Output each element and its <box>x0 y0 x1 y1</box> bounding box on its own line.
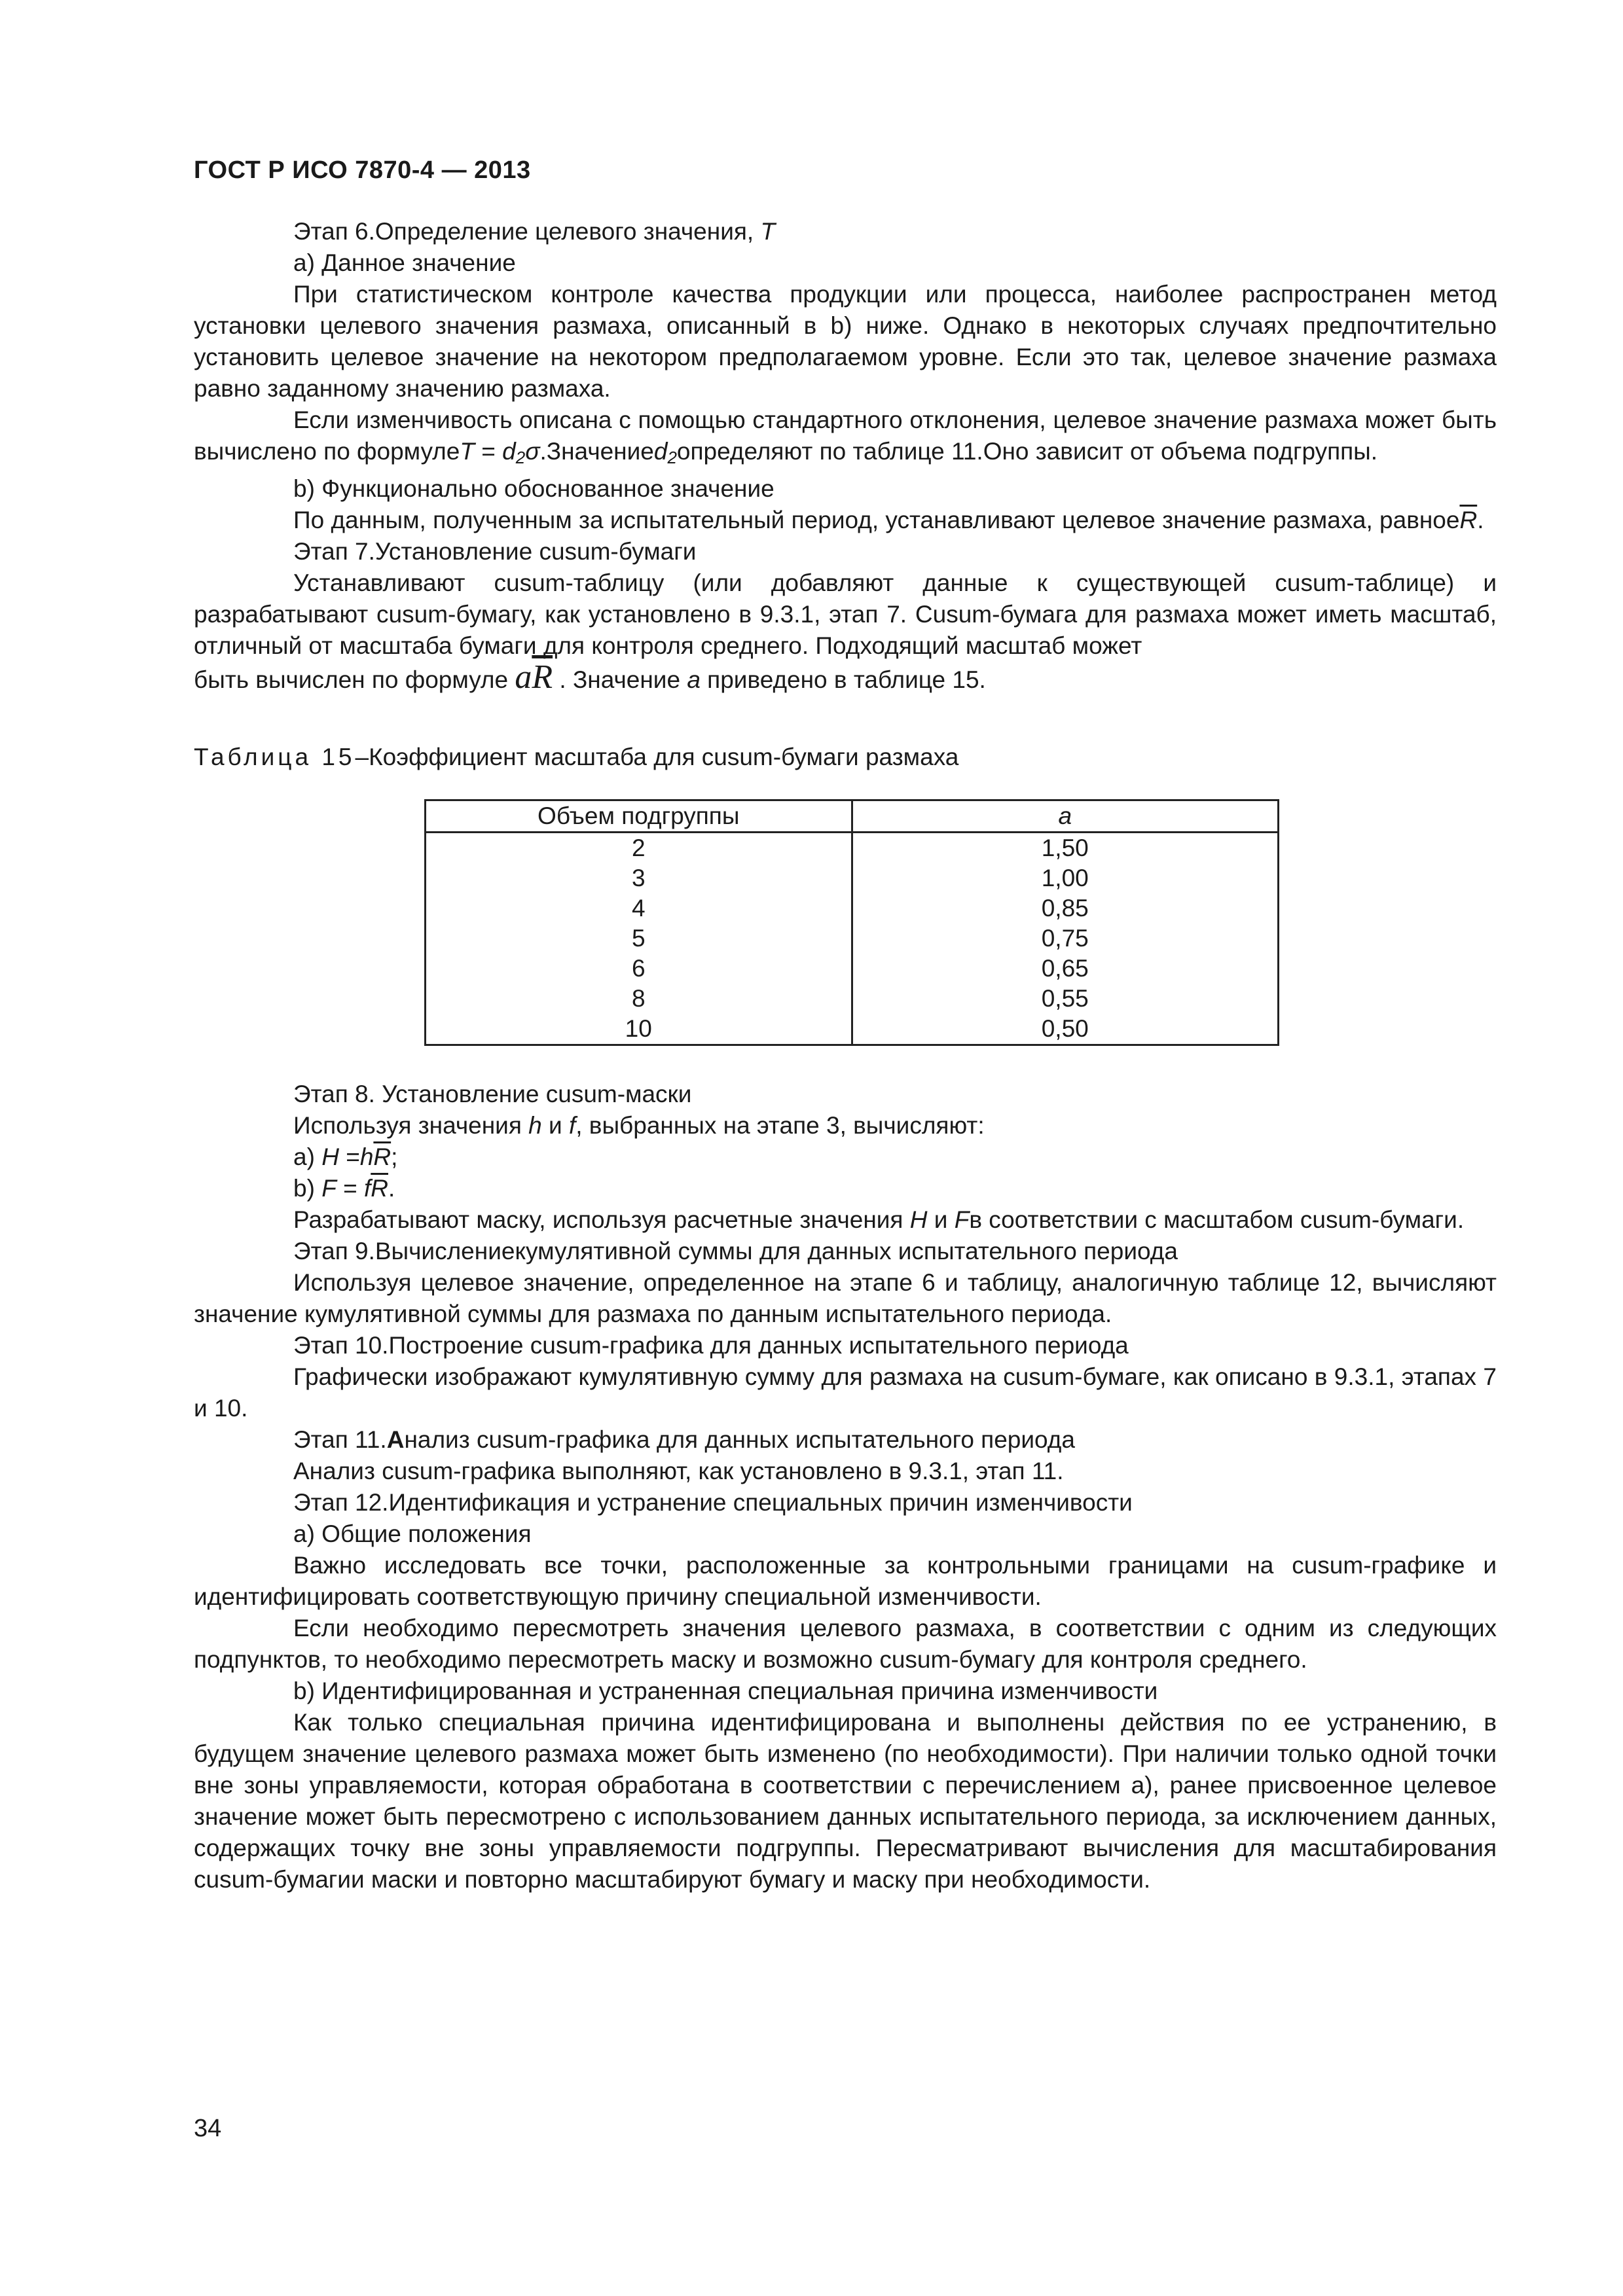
text: Разрабатывают маску, используя расчетные значения <box>293 1206 910 1233</box>
formula-var: f <box>363 1175 371 1202</box>
formula-F <box>194 1173 1497 1204</box>
document-header: ГОСТ Р ИСО 7870-4 — 2013 <box>194 156 531 184</box>
text: По данным, полученным за испытательный период, устанавливают целевое значение размаха, равное <box>293 507 1460 533</box>
page-number: 34 <box>194 2115 222 2142</box>
text: определяют по таблице 11.Оно зависит от объема подгруппы. <box>676 438 1378 465</box>
table-title: –Коэффициент масштаба для cusum-бумаги размаха <box>355 744 959 770</box>
step7-heading: Этап 7.Установление cusum-бумаги <box>293 538 697 565</box>
formula-var: a <box>515 658 532 696</box>
r-bar-symbol: $\overline{R}$ <box>532 658 553 696</box>
text: .Значение <box>539 438 654 465</box>
table-cell: 3 <box>426 863 852 893</box>
item-b-heading: b) Функционально обоснованное значение <box>293 475 775 502</box>
text: быть вычислен по формуле <box>194 666 515 693</box>
table-cell: 0,55 <box>852 984 1279 1014</box>
step9-heading: Этап 9.Вычислениекумулятивной суммы для данных испытательного периода <box>293 1238 1178 1265</box>
text: a) <box>293 1143 322 1170</box>
paragraph-analysis: Анализ cusum-графика выполняют, как установлено в 9.3.1, этап 11. <box>293 1458 1064 1484</box>
step8-heading: Этап 8. Установление cusum-маски <box>293 1081 692 1107</box>
paragraph-cumsum-calc: Используя целевое значение, определенное на этапе 6 и таблицу, аналогичную таблице 12, вычисляют значение кумулятивной суммы для размаха по данным испытательного периода. <box>194 1269 1497 1327</box>
table-cell: 0,65 <box>852 954 1279 984</box>
paragraph-cusum-paper: Устанавливают cusum-таблицу (или добавляют данные к существующей cusum-таблице) и разрабатывают cusum-бумагу, как установлено в 9.3.1, этап 7. Cusum-бумага для размаха может иметь масштаб, отличный от масштаба бумаги для контроля среднего. Подходящий масштаб может <box>194 569 1497 659</box>
table-cell: 1,00 <box>852 863 1279 893</box>
text: и <box>541 1112 569 1139</box>
paragraph-std-deviation <box>194 404 1497 473</box>
text: . <box>1477 507 1484 533</box>
formula-var: d <box>653 438 668 465</box>
table-label: Таблица 15 <box>194 744 356 770</box>
r-bar-symbol: $\overline{R}$ <box>371 1175 388 1202</box>
step11-heading <box>194 1424 1497 1456</box>
formula-var: h <box>359 1143 374 1170</box>
step12-heading: Этап 12.Идентификация и устранение специальных причин изменчивости <box>293 1489 1133 1516</box>
text: Если изменчивость описана с помощью стандартного отклонения, целевое значение размаха может быть вычислено по формуле <box>194 406 1497 465</box>
paragraph-revise: Если необходимо пересмотреть значения целевого размаха, в соответствии с одним из следующих подпунктов, то необходимо пересмотреть маску и возможно cusum-бумагу для контроля среднего. <box>194 1615 1497 1673</box>
step6-heading <box>194 216 1497 247</box>
table-row <box>426 863 1279 893</box>
text: приведено в таблице 15. <box>700 666 986 693</box>
text: b) <box>293 1175 322 1202</box>
formula-var: F <box>321 1175 337 1202</box>
table-caption <box>194 742 1497 773</box>
text: Используя значения <box>293 1112 529 1139</box>
text: . <box>388 1175 395 1202</box>
text: Этап 11. <box>293 1426 387 1453</box>
table-cell: 4 <box>426 893 852 924</box>
table-cell: 5 <box>426 924 852 954</box>
bold-letter: А <box>386 1426 405 1453</box>
formula-var: H <box>321 1143 339 1170</box>
paragraph-using-values <box>194 1110 1497 1141</box>
formula-var: F <box>954 1206 970 1233</box>
table-cell: 8 <box>426 984 852 1014</box>
post-table-section <box>194 1079 1497 1895</box>
paragraph-investigate: Важно исследовать все точки, расположенные за контрольными границами на cusum-графике и идентифицировать соответствующую причину специальной изменчивости. <box>194 1552 1497 1610</box>
document-body <box>194 216 1497 1895</box>
table-cell: 6 <box>426 954 852 984</box>
text: нализ cusum-графика для данных испытательного периода <box>404 1426 1075 1453</box>
paragraph-functional-value <box>194 505 1497 536</box>
paragraph-mask-design <box>194 1204 1497 1236</box>
table-row <box>426 893 1279 924</box>
table-row <box>426 1014 1279 1045</box>
scale-coefficient-table <box>424 799 1279 1046</box>
formula-var: σ <box>525 438 540 465</box>
paragraph-scale-formula <box>194 658 1497 696</box>
text: и <box>927 1206 955 1233</box>
step6-heading-text: Этап 6.Определение целевого значения, <box>293 218 761 245</box>
formula-var: T <box>460 438 475 465</box>
table-row <box>426 924 1279 954</box>
item-b-identified: b) Идентифицированная и устраненная специальная причина изменчивости <box>293 1677 1158 1704</box>
text: в соответствии с масштабом cusum-бумаги. <box>969 1206 1465 1233</box>
formula-subscript: 2 <box>667 448 677 467</box>
table-header-row <box>426 800 1279 833</box>
item-a-general: а) Общие положения <box>293 1520 532 1547</box>
table-row <box>426 833 1279 864</box>
table-row <box>426 954 1279 984</box>
table-cell: 0,85 <box>852 893 1279 924</box>
text: = <box>338 1143 360 1170</box>
column-header-a: a <box>852 800 1279 833</box>
step10-heading: Этап 10.Построение cusum-графика для данных испытательного периода <box>293 1332 1129 1359</box>
formula-var: h <box>528 1112 542 1139</box>
formula-var: f <box>568 1112 576 1139</box>
paragraph-special-cause: Как только специальная причина идентифицирована и выполнены действия по ее устранению, в будущем значение целевого размаха может быть изменено (по необходимости). При наличии только одной точки вне зоны управляемости, которая обработана в соответствии с перечислением а), ранее присвоенное целевое значение может быть пересмотрено с использованием данных испытательного периода, за исключением данных, содержащих точку вне зоны управляемости подгруппы. Пересматривают вычисления для масштабирования cusum-бумагии маски и повторно масштабируют бумагу и маску при необходимости. <box>194 1709 1497 1893</box>
text: ; <box>391 1143 398 1170</box>
target-symbol: T <box>760 218 776 245</box>
text: = <box>474 438 503 465</box>
table-cell: 10 <box>426 1014 852 1045</box>
text: , выбранных на этапе 3, вычисляют: <box>575 1112 985 1139</box>
table-cell: 0,75 <box>852 924 1279 954</box>
table-row <box>426 984 1279 1014</box>
item-a-heading: a) Данное значение <box>293 249 516 276</box>
formula-var: d <box>502 438 516 465</box>
column-header-subgroup-size: Объем подгруппы <box>426 800 852 833</box>
formula-var: H <box>909 1206 928 1233</box>
formula-subscript: 2 <box>515 448 526 467</box>
text: . Значение <box>553 666 687 693</box>
table-cell: 2 <box>426 833 852 864</box>
text: = <box>336 1175 364 1202</box>
table-cell: 1,50 <box>852 833 1279 864</box>
formula-H <box>194 1141 1497 1173</box>
r-bar-symbol: $\overline{R}$ <box>373 1143 392 1170</box>
formula-var: a <box>687 666 701 693</box>
paragraph-given-value: При статистическом контроле качества продукции или процесса, наиболее распространен метод установки целевого значения размаха, описанный в b) ниже. Однако в некоторых случаях предпочтительно установить целевое значение на некотором предполагаемом уровне. Если это так, целевое значение размаха равно заданному значению размаха. <box>194 281 1497 402</box>
paragraph-plot: Графически изображают кумулятивную сумму для размаха на cusum-бумаге, как описано в 9.3.1, этапах 7 и 10. <box>194 1363 1497 1422</box>
table-cell: 0,50 <box>852 1014 1279 1045</box>
r-bar-symbol: $\overline{R}$ <box>1459 507 1478 533</box>
